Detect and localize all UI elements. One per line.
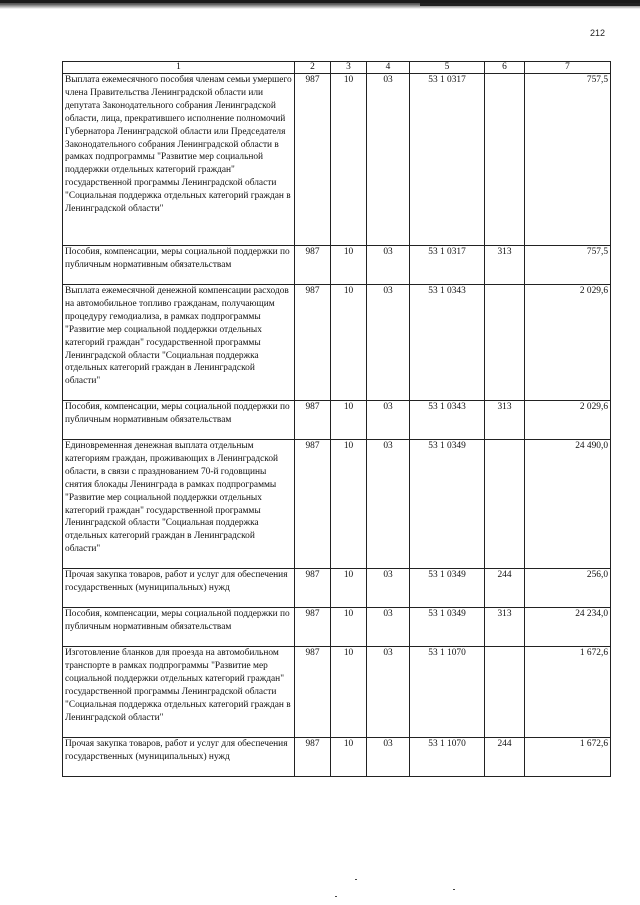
cell-section: 10 <box>331 647 367 738</box>
cell-target-article: 53 1 0349 <box>410 608 485 647</box>
cell-amount: 1 672,6 <box>525 738 611 777</box>
row-description: Прочая закупка товаров, работ и услуг для обеспечения государственных (муниципальных) нужд <box>63 569 295 608</box>
cell-target-article: 53 1 0343 <box>410 401 485 440</box>
column-header: 6 <box>485 62 525 74</box>
row-description: Пособия, компенсации, меры социальной поддержки по публичным нормативным обязательствам <box>63 401 295 440</box>
cell-section: 10 <box>331 74 367 246</box>
cell-target-article: 53 1 0343 <box>410 285 485 401</box>
cell-section: 10 <box>331 569 367 608</box>
cell-ministry-code: 987 <box>295 647 331 738</box>
table-row <box>63 74 611 246</box>
cell-target-article: 53 1 1070 <box>410 647 485 738</box>
cell-amount: 757,5 <box>525 74 611 246</box>
cell-section: 10 <box>331 401 367 440</box>
cell-section: 10 <box>331 440 367 569</box>
table-row <box>63 738 611 777</box>
cell-subsection: 03 <box>367 440 410 569</box>
cell-ministry-code: 987 <box>295 569 331 608</box>
table-row <box>63 647 611 738</box>
row-description: Прочая закупка товаров, работ и услуг для обеспечения государственных (муниципальных) нужд <box>63 738 295 777</box>
cell-target-article: 53 1 0317 <box>410 74 485 246</box>
column-header: 7 <box>525 62 611 74</box>
cell-amount: 256,0 <box>525 569 611 608</box>
page-number: 212 <box>590 28 606 38</box>
column-header: 2 <box>295 62 331 74</box>
column-header: 1 <box>63 62 295 74</box>
cell-section: 10 <box>331 246 367 285</box>
cell-section: 10 <box>331 738 367 777</box>
scan-speck <box>355 879 357 880</box>
table-row <box>63 246 611 285</box>
cell-amount: 2 029,6 <box>525 401 611 440</box>
cell-amount: 24 234,0 <box>525 608 611 647</box>
cell-ministry-code: 987 <box>295 246 331 285</box>
cell-subsection: 03 <box>367 569 410 608</box>
row-description: Изготовление бланков для проезда на автомобильном транспорте в рамках подпрограммы "Развитие мер социальной поддержки отдельных категорий граждан" государственной программы Ленинградской области "Социальная поддержка отдельных категорий граждан в Ленинградской области" <box>63 647 295 738</box>
row-description: Выплата ежемесячного пособия членам семьи умершего члена Правительства Ленинградской области или депутата Законодательного собрания Ленинградской области, лица, прекратившего исполнение полномочий Губернатора Ленинградской области или Председателя Законодательного собрания Ленинградской области в рамках подпрограммы "Развитие мер социальной поддержки отдельных категорий граждан" государственной программы Ленинградской области "Социальная поддержка отдельных категорий граждан в Ленинградской области" <box>63 74 295 246</box>
cell-expense-type: 244 <box>485 738 525 777</box>
row-description: Единовременная денежная выплата отдельным категориям граждан, проживающих в Ленинградской области, в связи с празднованием 70-й годовщины снятия блокады Ленинграда в рамках подпрограммы "Развитие мер социальной поддержки отдельных категорий граждан" государственной программы Ленинградской области "Социальная поддержка отдельных категорий граждан в Ленинградской области" <box>63 440 295 569</box>
cell-section: 10 <box>331 285 367 401</box>
table-row <box>63 401 611 440</box>
row-description: Выплата ежемесячной денежной компенсации расходов на автомобильное топливо гражданам, получающим процедуру гемодиализа, в рамках подпрограммы "Развитие мер социальной поддержки отдельных категорий граждан" государственной программы Ленинградской области "Социальная поддержка отдельных категорий граждан в Ленинградской области" <box>63 285 295 401</box>
cell-ministry-code: 987 <box>295 285 331 401</box>
scan-speck <box>453 889 455 890</box>
row-description: Пособия, компенсации, меры социальной поддержки по публичным нормативным обязательствам <box>63 246 295 285</box>
cell-expense-type <box>485 285 525 401</box>
cell-amount: 757,5 <box>525 246 611 285</box>
cell-subsection: 03 <box>367 74 410 246</box>
cell-expense-type <box>485 74 525 246</box>
cell-target-article: 53 1 1070 <box>410 738 485 777</box>
cell-ministry-code: 987 <box>295 738 331 777</box>
cell-amount: 24 490,0 <box>525 440 611 569</box>
cell-subsection: 03 <box>367 608 410 647</box>
table-row <box>63 440 611 569</box>
cell-subsection: 03 <box>367 246 410 285</box>
column-header: 4 <box>367 62 410 74</box>
cell-ministry-code: 987 <box>295 440 331 569</box>
cell-expense-type: 313 <box>485 246 525 285</box>
cell-ministry-code: 987 <box>295 608 331 647</box>
cell-expense-type <box>485 440 525 569</box>
budget-table <box>62 61 611 777</box>
cell-target-article: 53 1 0317 <box>410 246 485 285</box>
scan-speck <box>335 896 337 897</box>
cell-expense-type: 313 <box>485 608 525 647</box>
cell-subsection: 03 <box>367 285 410 401</box>
scan-top-edge-line <box>420 3 640 6</box>
cell-target-article: 53 1 0349 <box>410 440 485 569</box>
cell-ministry-code: 987 <box>295 401 331 440</box>
cell-expense-type <box>485 647 525 738</box>
cell-subsection: 03 <box>367 401 410 440</box>
column-header: 3 <box>331 62 367 74</box>
cell-ministry-code: 987 <box>295 74 331 246</box>
row-description: Пособия, компенсации, меры социальной поддержки по публичным нормативным обязательствам <box>63 608 295 647</box>
cell-section: 10 <box>331 608 367 647</box>
cell-expense-type: 244 <box>485 569 525 608</box>
cell-amount: 1 672,6 <box>525 647 611 738</box>
cell-subsection: 03 <box>367 647 410 738</box>
column-header: 5 <box>410 62 485 74</box>
cell-target-article: 53 1 0349 <box>410 569 485 608</box>
table-row <box>63 285 611 401</box>
table-row <box>63 569 611 608</box>
table-row <box>63 608 611 647</box>
cell-amount: 2 029,6 <box>525 285 611 401</box>
cell-expense-type: 313 <box>485 401 525 440</box>
cell-subsection: 03 <box>367 738 410 777</box>
header-row <box>63 62 611 74</box>
